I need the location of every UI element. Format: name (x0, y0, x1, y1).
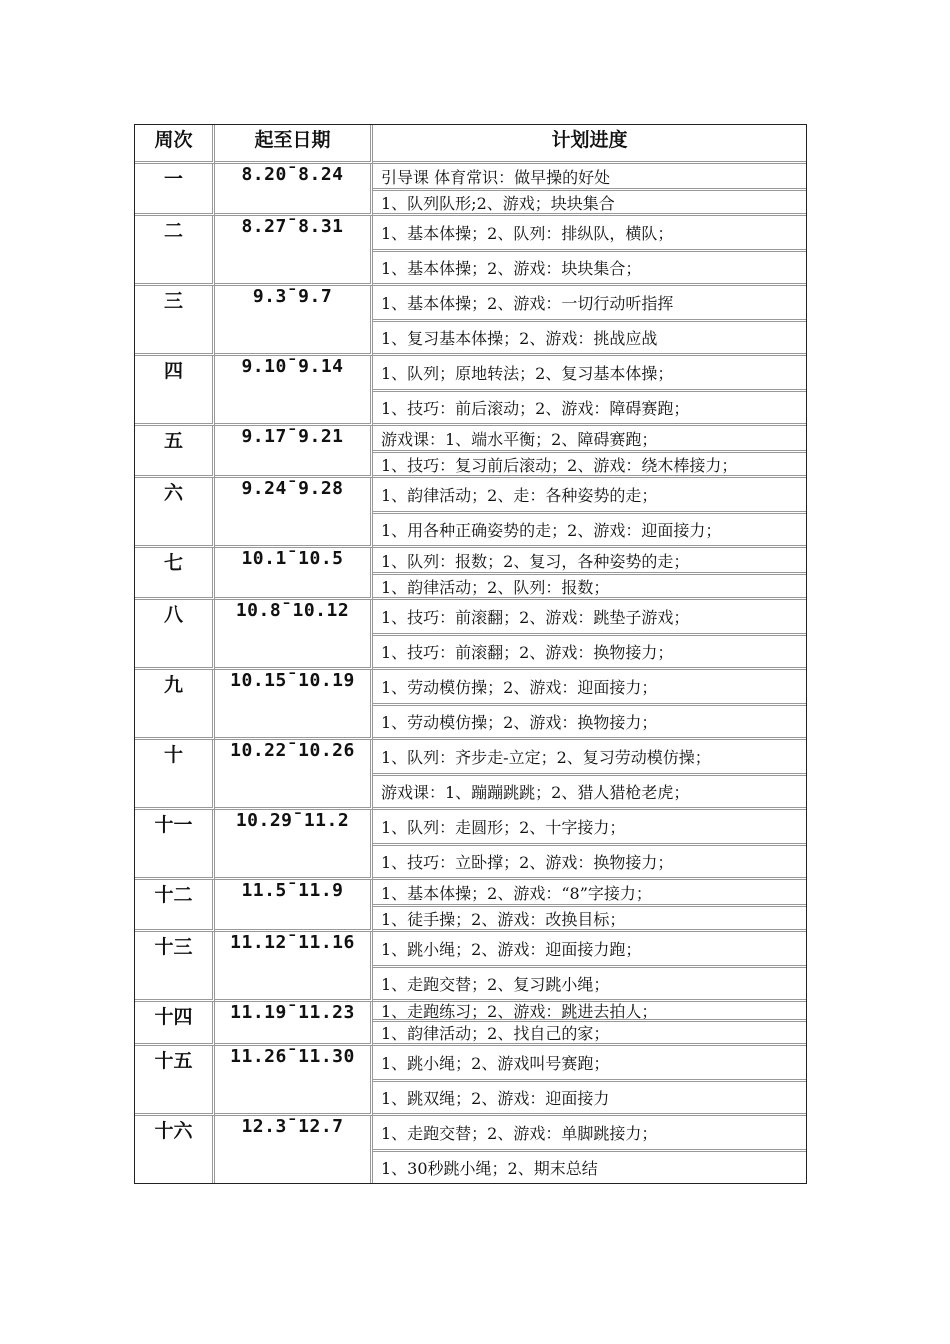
plan-line: 1、徒手操；2、游戏：改换目标； (373, 904, 806, 929)
plan-line: 1、劳动模仿操；2、游戏：迎面接力； (381, 678, 658, 697)
week-cell: 六 (135, 478, 215, 548)
plan-cell (373, 1046, 806, 1116)
plan-cell (373, 356, 806, 426)
week-cell: 七 (135, 548, 215, 600)
date-cell: 10.15¯10.19 (215, 670, 373, 740)
plan-line: 引导课 体育常识：做早操的好处 (381, 167, 611, 187)
table-row (135, 548, 806, 600)
date-cell: 10.29¯11.2 (215, 810, 373, 880)
plan-line: 1、用各种正确姿势的走；2、游戏：迎面接力； (373, 511, 806, 545)
plan-line: 1、跳双绳；2、游戏：迎面接力 (373, 1079, 806, 1113)
plan-line: 1、跳小绳；2、游戏叫号赛跑； (381, 1054, 610, 1073)
header-plan: 计划进度 (373, 125, 806, 164)
plan-line: 1、技巧：复习前后滚动；2、游戏：绕木棒接力； (373, 450, 806, 475)
plan-line: 1、技巧：前滚翻；2、游戏：换物接力； (373, 633, 806, 667)
table-row (135, 670, 806, 740)
plan-cell (373, 426, 806, 478)
plan-line: 1、基本体操；2、队列：排纵队，横队； (381, 224, 674, 243)
plan-line: 1、30秒跳小绳；2、期末总结 (373, 1149, 806, 1183)
plan-cell (373, 216, 806, 286)
week-cell: 四 (135, 356, 215, 426)
week-cell: 九 (135, 670, 215, 740)
plan-line: 1、劳动模仿操；2、游戏：换物接力； (373, 703, 806, 737)
plan-line: 游戏课：1、蹦蹦跳跳；2、猎人猎枪老虎； (373, 773, 806, 807)
table-row (135, 740, 806, 810)
plan-cell (373, 740, 806, 810)
week-cell: 十六 (135, 1116, 215, 1183)
table-row (135, 880, 806, 932)
plan-cell (373, 1116, 806, 1183)
plan-line: 游戏课：1、端水平衡；2、障碍赛跑； (381, 429, 658, 449)
date-cell: 11.26¯11.30 (215, 1046, 373, 1116)
date-cell: 9.3¯9.7 (215, 286, 373, 356)
date-cell: 8.20¯8.24 (215, 164, 373, 216)
table-row (135, 478, 806, 548)
header-date: 起至日期 (215, 125, 373, 164)
week-cell: 十五 (135, 1046, 215, 1116)
table-row (135, 286, 806, 356)
week-cell: 十四 (135, 1002, 215, 1046)
plan-cell (373, 600, 806, 670)
plan-cell (373, 670, 806, 740)
date-cell: 10.8¯10.12 (215, 600, 373, 670)
table-row (135, 810, 806, 880)
schedule-table (134, 124, 807, 1184)
plan-line: 1、韵律活动；2、走：各种姿势的走； (381, 486, 658, 505)
week-cell: 一 (135, 164, 215, 216)
week-cell: 十三 (135, 932, 215, 1002)
header-week: 周次 (135, 125, 215, 164)
table-row (135, 1046, 806, 1116)
table-row (135, 356, 806, 426)
table-row (135, 1002, 806, 1046)
week-cell: 十二 (135, 880, 215, 932)
week-cell: 五 (135, 426, 215, 478)
week-cell: 十一 (135, 810, 215, 880)
plan-line: 1、技巧：立卧撑；2、游戏：换物接力； (373, 843, 806, 877)
plan-line: 1、韵律活动；2、找自己的家； (373, 1019, 806, 1043)
date-cell: 12.3¯12.7 (215, 1116, 373, 1183)
plan-line: 1、队列：报数；2、复习，各种姿势的走； (381, 551, 690, 571)
plan-line: 1、韵律活动；2、队列：报数； (373, 572, 806, 597)
plan-cell (373, 1002, 806, 1046)
date-cell: 10.22¯10.26 (215, 740, 373, 810)
plan-cell (373, 286, 806, 356)
plan-line: 1、队列：齐步走-立定；2、复习劳动模仿操； (381, 748, 711, 767)
plan-line: 1、基本体操；2、游戏：“8”字接力； (381, 883, 652, 903)
plan-cell (373, 880, 806, 932)
plan-line: 1、走跑练习；2、游戏：跳进去拍人； (381, 1002, 658, 1019)
plan-cell (373, 932, 806, 1002)
table-header-row (135, 125, 806, 164)
table-row (135, 932, 806, 1002)
plan-line: 1、基本体操；2、游戏：块块集合； (373, 249, 806, 283)
date-cell: 11.19¯11.23 (215, 1002, 373, 1046)
date-cell: 9.17¯9.21 (215, 426, 373, 478)
table-row (135, 1116, 806, 1183)
plan-cell (373, 810, 806, 880)
week-cell: 二 (135, 216, 215, 286)
plan-line: 1、队列：走圆形；2、十字接力； (381, 818, 626, 837)
date-cell: 11.12¯11.16 (215, 932, 373, 1002)
plan-line: 1、队列；原地转法；2、复习基本体操； (381, 364, 674, 383)
plan-line: 1、复习基本体操；2、游戏：挑战应战 (373, 319, 806, 353)
table-row (135, 600, 806, 670)
date-cell: 11.5¯11.9 (215, 880, 373, 932)
week-cell: 十 (135, 740, 215, 810)
plan-line: 1、技巧：前滚翻；2、游戏：跳垫子游戏； (381, 608, 690, 627)
date-cell: 8.27¯8.31 (215, 216, 373, 286)
table-row (135, 164, 806, 216)
week-cell: 三 (135, 286, 215, 356)
date-cell: 10.1¯10.5 (215, 548, 373, 600)
table-row (135, 426, 806, 478)
plan-cell (373, 478, 806, 548)
table-row (135, 216, 806, 286)
date-cell: 9.24¯9.28 (215, 478, 373, 548)
plan-line: 1、走跑交替；2、游戏：单脚跳接力； (381, 1124, 658, 1143)
date-cell: 9.10¯9.14 (215, 356, 373, 426)
plan-line: 1、跳小绳；2、游戏：迎面接力跑； (381, 940, 642, 959)
plan-cell (373, 164, 806, 216)
plan-line: 1、基本体操；2、游戏：一切行动听指挥 (381, 294, 674, 313)
plan-line: 1、技巧：前后滚动；2、游戏：障碍赛跑； (373, 389, 806, 423)
plan-line: 1、走跑交替；2、复习跳小绳； (373, 965, 806, 999)
week-cell: 八 (135, 600, 215, 670)
plan-line: 1、队列队形;2、游戏；块块集合 (373, 188, 806, 213)
plan-cell (373, 548, 806, 600)
